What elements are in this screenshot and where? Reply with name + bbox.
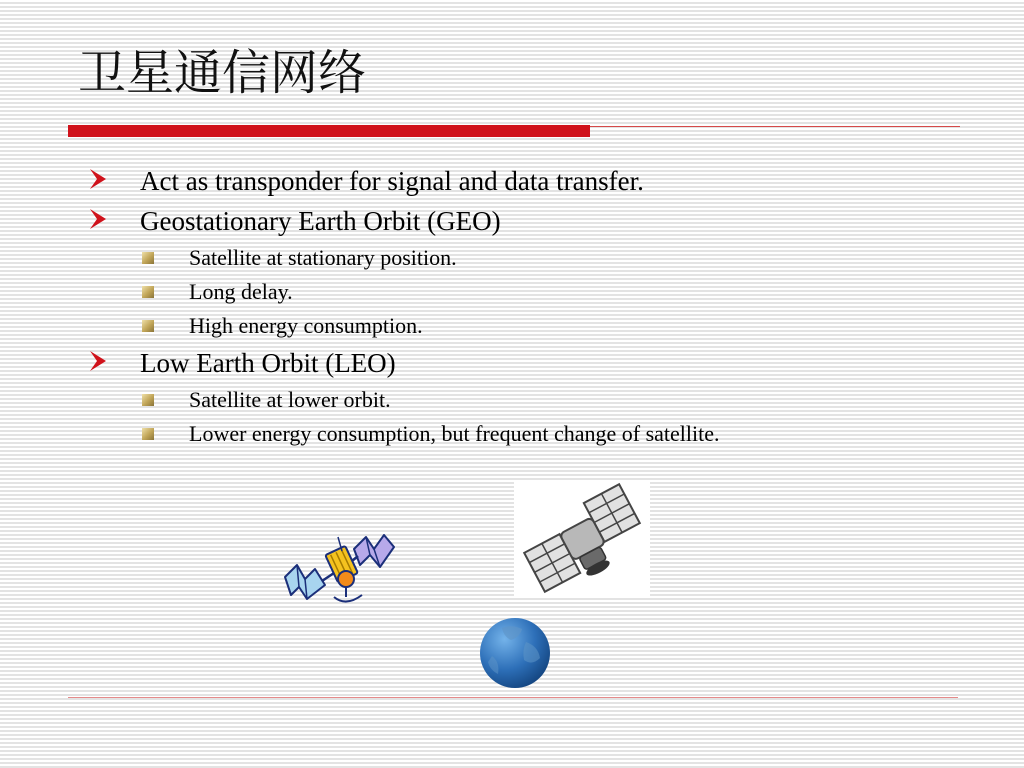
sub-bullet-item [88, 417, 719, 451]
red-arrowhead-icon [88, 168, 108, 190]
bullet-item [88, 343, 719, 383]
bullet-list [88, 161, 719, 451]
title-underline-thick [68, 125, 590, 137]
sub-bullet-item [88, 275, 719, 309]
space-telescope-clipart [514, 480, 650, 596]
bullet-text: Low Earth Orbit (LEO) [140, 348, 396, 378]
sub-bullet-text: Long delay. [189, 279, 293, 304]
bullet-item [88, 161, 719, 201]
earth-globe-clipart [478, 616, 552, 690]
sub-bullet-item [88, 241, 719, 275]
sub-bullet-text: Lower energy consumption, but frequent change of satellite. [189, 421, 720, 446]
gold-square-icon [142, 428, 154, 440]
gold-square-icon [142, 286, 154, 298]
bullet-text: Geostationary Earth Orbit (GEO) [140, 206, 501, 236]
sub-bullet-text: High energy consumption. [189, 313, 423, 338]
red-arrowhead-icon [88, 208, 108, 230]
sub-bullet-text: Satellite at lower orbit. [189, 387, 391, 412]
gold-square-icon [142, 252, 154, 264]
slide-title: 卫星通信网络 [78, 45, 367, 101]
bullet-text: Act as transponder for signal and data transfer. [140, 166, 644, 196]
gold-square-icon [142, 394, 154, 406]
sub-bullet-text: Satellite at stationary position. [189, 245, 457, 270]
bullet-item [88, 201, 719, 241]
sub-bullet-item [88, 383, 719, 417]
sub-bullet-item [88, 309, 719, 343]
gold-square-icon [142, 320, 154, 332]
footer-divider [68, 697, 958, 698]
satellite-clipart [282, 525, 398, 607]
red-arrowhead-icon [88, 350, 108, 372]
title-underline-thin [590, 126, 960, 127]
